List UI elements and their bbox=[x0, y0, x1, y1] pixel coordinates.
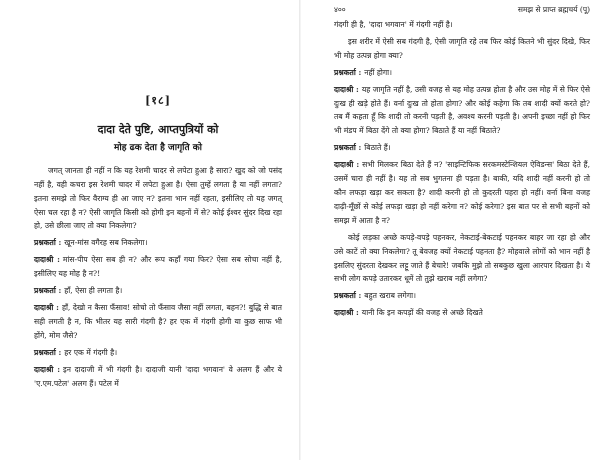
paragraph bbox=[334, 18, 590, 32]
speaker-label: प्रश्नकर्ता : bbox=[34, 347, 62, 357]
speaker-label: प्रश्नकर्ता : bbox=[34, 238, 62, 248]
paragraph bbox=[34, 301, 282, 343]
paragraph bbox=[334, 231, 590, 287]
speaker-label: प्रश्नकर्ता : bbox=[334, 143, 362, 153]
paragraph bbox=[34, 284, 282, 298]
page-number: ४०० bbox=[334, 5, 346, 15]
paragraph-text: सभी मिलकर बिठा देते हैं न? 'साइन्टिफिक सरकमस्टेन्शियल ऐविडन्स' बिठा देते हैं, उसमें चारा ही नहीं है। यह तो सब भुगतना ही पड़ता है। बाकी, यदि शादी नहीं करनी हो तो कौन लफड़ा खड़ा कर सकता है? शादी करनी हो तो कुदरती पहरा हो नहीं। वर्ना बिना वजह दाढ़ी-मूँछों से कोई लफड़ा खड़ा हो नहीं करेगा न? कोई करेगा? इस बात पर से सभी बहनों को समझ में आता है न? bbox=[334, 160, 590, 225]
paragraph-text: यानी कि इन कपड़ों की वजह से अच्छे दिखते bbox=[361, 308, 483, 318]
chapter-subtitle: मोह ढक देता है जागृति को bbox=[114, 142, 202, 153]
book-spine bbox=[299, 0, 301, 460]
speaker-label: दादाश्री : bbox=[334, 84, 359, 94]
paragraph-text: गंदगी ही है, 'दादा भगवान' में गंदगी नहीं है। bbox=[334, 20, 453, 29]
speaker-label: प्रश्नकर्ता : bbox=[34, 286, 62, 296]
speaker-label: दादाश्री : bbox=[34, 364, 61, 374]
speaker-label: दादाश्री : bbox=[34, 255, 60, 265]
paragraph-text: हाँ, देखो न कैसा फँसाव! सोचो तो फँसाव जैसा नहीं लगता, बहन?! बुद्धि से बात सही लगती है न, कि भीतर यह सारी गंदगी है? हर एक में गंदगी होगी या कुछ साफ भी होंगे, मोम जैसे? bbox=[34, 302, 282, 340]
paragraph-text: बहुत खराब लगेगा। bbox=[364, 291, 416, 301]
paragraph bbox=[34, 346, 282, 360]
chapter-number: [१८] bbox=[145, 94, 171, 107]
paragraph bbox=[334, 35, 590, 63]
right-page-body bbox=[334, 18, 590, 320]
paragraph-text: मांस-पीप ऐसा सब ही न? और रूप कहाँ गया फिर? ऐसा सब सोचा नहीं है, इसीलिए यह मोह है न?! bbox=[34, 255, 282, 279]
left-page-body bbox=[34, 164, 282, 391]
paragraph bbox=[34, 363, 282, 391]
paragraph bbox=[334, 83, 590, 139]
paragraph bbox=[334, 306, 590, 320]
paragraph-text: इन दादाजी में भी गंदगी है। दादाजी यानी 'दादा भगवान' वे अलग हैं और ये 'ए.एम.पटेल' अलग हैं। पटेल में bbox=[34, 364, 282, 388]
paragraph bbox=[34, 164, 282, 234]
paragraph-text: कोई लड़का अच्छे कपड़े-वपड़े पहनकर, नेकटाई-बेकटाई पहनकर बाहर जा रहा हो और उसे काटें तो क्या निकलेगा? तू बेवजह क्यों नेकटाई पहनता है? मोहवाले लोगों को भान नहीं है इसलिए सुंदरता देखकर लट्टू जाते हैं बेचारे! जबकि मुझे तो सबकुछ खुला आरपार दिखता है। ये सभी लोग कपड़े उतारकर धूमें तो तुझे खराब नहीं लगेगा? bbox=[334, 232, 590, 284]
right-page bbox=[302, 0, 600, 460]
paragraph-text: बिठाते हैं। bbox=[364, 143, 391, 153]
paragraph-text: इस शरीर में ऐसी सब गंदगी है, ऐसी जागृति रहे तब फिर कोई कितने भी सुंदर दिखे, फिर भी मोह उत्पन्न होगा क्या? bbox=[334, 36, 590, 60]
paragraph bbox=[34, 253, 282, 281]
paragraph-text: यह जागृति नहीं है, उसी वजह से यह मोह उत्पन्न होता है और उस मोह में से फिर ऐसे दुःख ही खड़े होते हैं। वर्ना दुःख तो होता होगा? और कोई कहेगा कि तब शादी क्यों करते हो? तब मैं कहता हूँ कि शादी तो करनी पड़ती है, अवश्य करनी पड़ती है। अपनी इच्छा नहीं हो फिर भी मंडप में बिठा देंगे तो क्या होगा? बिठाते हैं या नहीं बिठाते? bbox=[334, 84, 590, 136]
running-header-title: समझ से प्राप्त ब्रह्मचर्य (पू) bbox=[517, 5, 590, 15]
paragraph-text: हर एक में गंदगी है। bbox=[64, 347, 118, 357]
running-header bbox=[334, 2, 590, 18]
paragraph-text: जगत् जानता ही नहीं न कि यह रेशमी चादर से लपेटा हुआ है सारा? खुद को जो पसंद नहीं है, वही कचरा इस रेशमी चादर में लपेटा हुआ है। ऐसा तुम्हें लगता है या नहीं लगता? इतना समझे तो फिर वैराग्य ही आ जाए न? इतना भान नहीं रहता, इसीलिए तो यह जगत् ऐसा चल रहा है न? ऐसी जागृति किसी को होगी इन बहनों में से? कोई ईश्वर सुंदर दिख रहा हो, उसे छीला जाए तो क्या निकलेगा? bbox=[34, 165, 282, 231]
speaker-label: दादाश्री : bbox=[334, 308, 359, 318]
paragraph bbox=[334, 66, 590, 80]
paragraph bbox=[334, 289, 590, 303]
paragraph bbox=[334, 141, 590, 155]
speaker-label: प्रश्नकर्ता : bbox=[334, 67, 362, 77]
paragraph bbox=[34, 236, 282, 250]
speaker-label: दादाश्री : bbox=[334, 160, 360, 170]
paragraph-text: नहीं होगा। bbox=[364, 67, 393, 77]
speaker-label: प्रश्नकर्ता : bbox=[334, 291, 362, 301]
left-page bbox=[0, 0, 298, 460]
paragraph bbox=[334, 158, 590, 228]
speaker-label: दादाश्री : bbox=[34, 302, 59, 312]
paragraph-text: हाँ, ऐसा ही लगता है। bbox=[64, 286, 123, 296]
paragraph-text: खून-मांस वगैरह सब निकलेगा। bbox=[64, 238, 148, 248]
chapter-title: दादा देते पुष्टि, आप्तपुत्रियों को bbox=[97, 122, 219, 136]
